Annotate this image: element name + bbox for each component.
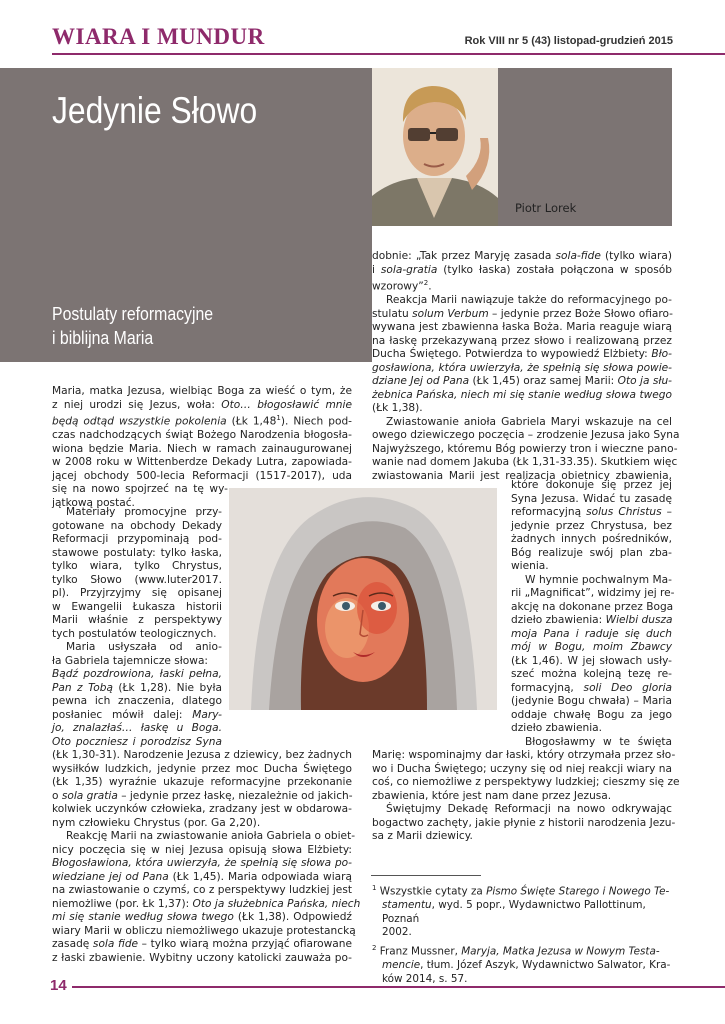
footer-divider xyxy=(72,986,725,988)
issue-info: Rok VIII nr 5 (43) listopad-grudzień 2015 xyxy=(464,35,673,47)
article-title: Jedynie Słowo xyxy=(52,90,258,131)
subtitle-line: Postulaty reformacyjne xyxy=(52,304,214,324)
article-subtitle xyxy=(52,302,213,350)
footnote-1: $^1$ Wszystkie cytaty za Pismo Święte Starego i Nowego Te- stamentu, wyd. 5 popr., Wydawnictwo Pallottinum, Poznań 2002. xyxy=(372,884,670,939)
masthead: WIARA I MUNDUR xyxy=(52,24,265,49)
left-column-narrow: Materiały promocyjne przy- gotowane na obchody Dekady Reformacji przypominają pod- stawowe postulaty: tylko łaska, tylko wiara, tylko Chrystus, tylko Słowo (www.luter2017. pl). Przyjrzyjmy się opisanej w Ewangelii Łukasza historii Marii właśnie z perspektywy tych postulatów teologicznych. Maria usłyszała od anio- ła Gabriela tajemnicze słowa: Bądź pozdrowiona, łaski pełna, Pan z Tobą (Łk 1,28). Nie była pewna ich znaczenia, dlatego posłaniec mówił dalej: Mary- jo, znalazłaś… łaskę u Boga. Oto poczniesz i porodzisz Syna xyxy=(52,506,222,748)
author-name: Piotr Lorek xyxy=(515,201,577,215)
madonna-painting xyxy=(229,488,497,710)
header-divider xyxy=(52,53,725,55)
left-column-top: Maria, matka Jezusa, wielbiąc Boga za wieść o tym, że z niej urodzi się Jezus, woła: Oto… błogosławić mnie będą odtąd wszystkie pokolenia (Łk 1,48$^1$). Niech pod- czas nadchodzących świąt Bożego Narodzenia błogosła- wiona będzie Maria. Niech w ramach zainaugurowanej w 2008 roku w Wittenberdze Dekady Lutra, zapowiada- jącej obchody 500-lecia Reformacji (1517-2017), uda się na nowo spojrzeć na tę wy- jątkową postać. xyxy=(52,385,352,509)
left-column-bottom: (Łk 1,30-31). Narodzenie Jezusa z dziewicy, bez żadnych wysiłków ludzkich, jedynie przez moc Ducha Świętego (Łk 1,35) wyraźnie ukazuje reformacyjne przekonanie o sola gratia – jedynie przez łaskę, niezależnie od jakich- kolwiek uczynków człowieka, zradzany jest w obdarowa- nym człowieku Chrystus (por. Ga 2,20). Reakcję Marii na zwiastowanie anioła Gabriela o obiet- nicy poczęcia się w niej Jezusa opisują słowa Elżbiety: Błogosławiona, która uwierzyła, że spełnią się słowa po- wiedziane jej od Pana (Łk 1,45). Maria odpowiada wiarą na zwiastowanie o czymś, co z perspektywy ludzkiej jest niemożliwe (por. Łk 1,37): Oto ja służebnica Pańska, niech mi się stanie według słowa twego (Łk 1,38). Odpowiedź wiary Marii w obliczu niemożliwego ukazuje protestancką zasadę sola fide – tylko wiarą można przyjąć ofiarowane z łaski zbawienie. Wybitny uczony katolicki zauważa po- xyxy=(52,749,361,964)
right-column-bottom: Marię: wspominajmy dar łaski, który otrzymała przez sło- wo i Ducha Świętego; uczyny się od niej reakcji wiary na coś, co niemożliwe z perspektywy ludzkiej; cieszmy się ze zbawienia, które jest nam dane przez Jezusa. Świętujmy Dekadę Reformacji na nowo odkrywając bogactwo zachęty, jakie płynie z historii narodzenia Jezu- sa z Marii dziewicy. xyxy=(372,749,680,842)
right-column-top: dobnie: „Tak przez Maryję zasada sola-fide (tylko wiara) i sola-gratia (tylko łaska) została połączona w sposób wzorowy”$^2$. Reakcja Marii nawiązuje także do reformacyjnego po- stulatu solum Verbum – jedynie przez Boże Słowo ofiaro- wywana jest zbawienna łaska Boża. Maria reaguje wiarą na łaskę przekazywaną przez słowo i realizowaną przez Ducha Świętego. Potwierdza to wypowiedź Elżbiety: Bło- gosławiona, która uwierzyła, że spełnią się słowa powie- dziane Jej od Pana (Łk 1,45) oraz samej Marii: Oto ja słu- żebnica Pańska, niech mi się stanie według słowa twego (Łk 1,38). Zwiastowanie anioła Gabriela Maryi wskazuje na cel owego dziewiczego poczęcia – zrodzenie Jezusa jako Syna Najwyższego, któremu Bóg powierzy tron i wieczne pano- wanie nad domem Jakuba (Łk 1,31-33.35). Skutkiem więc zwiastowania Marii jest realizacja obietnicy zbawienia, xyxy=(372,250,680,482)
footnote-2: $^2$ Franz Mussner, Maryja, Matka Jezusa w Nowym Testa- mencie, tłum. Józef Aszyk, Wydawnictwo Salwator, Kra- ków 2014, s. 57. xyxy=(372,943,671,985)
subtitle-line: i biblijna Maria xyxy=(52,328,154,348)
page-number: 14 xyxy=(50,977,67,994)
footnotes xyxy=(372,882,674,986)
footnote-divider xyxy=(371,875,481,876)
right-column-narrow: które dokonuje się przez jej Syna Jezusa. Widać tu zasadę reformacyjną solus Christus – jedynie przez Chrystusa, bez żadnych innych pośredników, Bóg realizuje swój plan zba- wienia. W hymnie pochwalnym Ma- rii „Magnificat”, widzimy jej re- akcję na dokonane przez Boga dzieło zbawienia: Wielbi dusza moja Pana i raduje się duch mój w Bogu, moim Zbawcy (Łk 1,46). W jej słowach usły- szeć można kolejną tezę re- formacyjną, soli Deo gloria (jedynie Bogu chwała) – Maria oddaje chwałę Bogu za jego dzieło zbawienia. Błogosławmy w te święta xyxy=(511,479,675,748)
author-photo xyxy=(372,68,498,226)
